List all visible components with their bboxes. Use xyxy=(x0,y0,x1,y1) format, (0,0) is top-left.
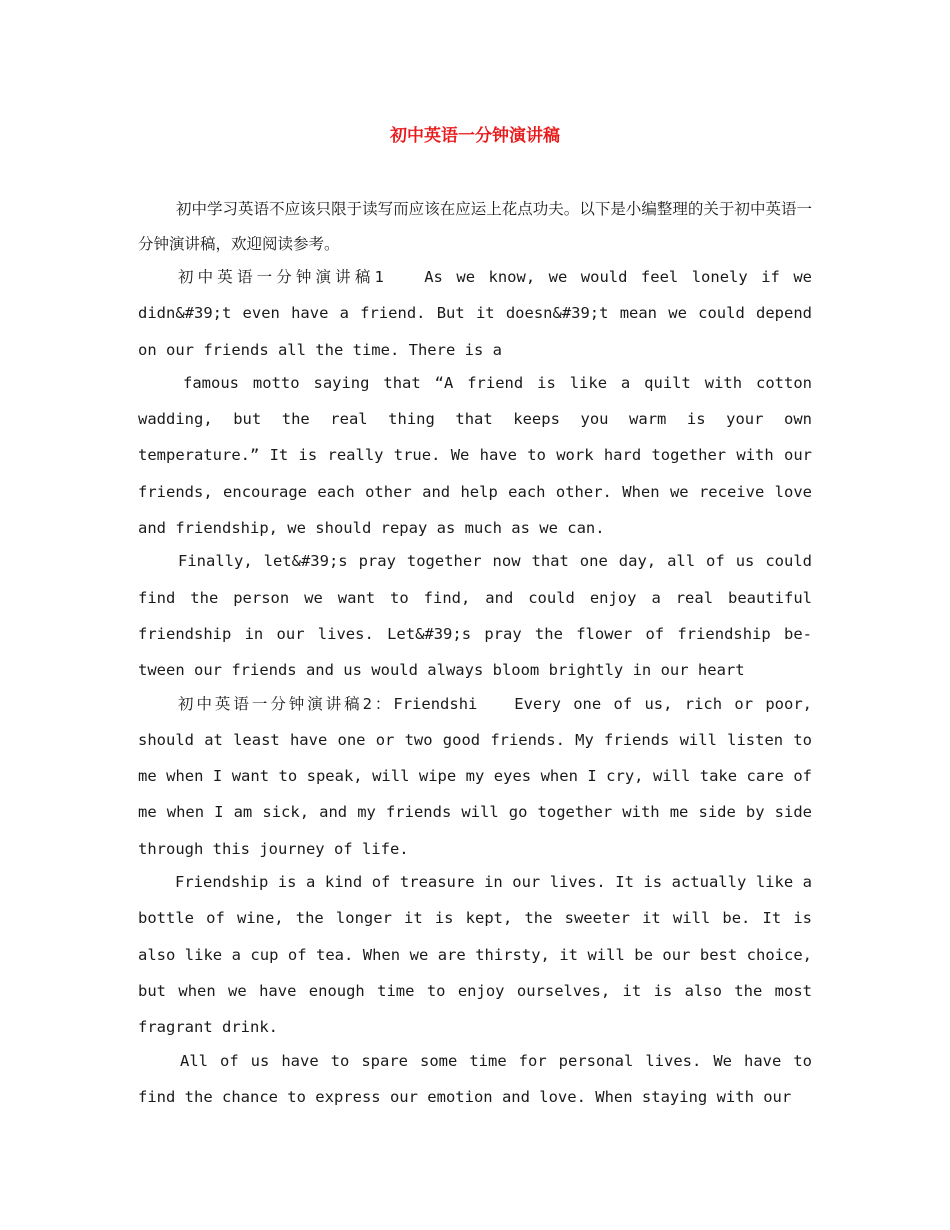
paragraph-speech-1-opening: 初中英语一分钟演讲稿1 As we know, we would feel lonely if we didn&#39;t even have a friend. But it doesn&#39;t mean we could depend on our friends all the time. There is a xyxy=(138,268,822,359)
document-title: 初中英语一分钟演讲稿 xyxy=(390,126,560,146)
paragraph-speech-2-treasure: Friendship is a kind of treasure in our lives. It is actually like a bottle of wine, the longer it is kept, the sweeter it will be. It is also like a cup of tea. When we are thirsty, it will be our best choice, but when we have enough time to enjoy ourselves, it is also the most fragrant drink. xyxy=(138,873,822,1037)
paragraph-speech-2-personal: All of us have to spare some time for personal lives. We have to find the chance to express our emotion and love. When staying with our xyxy=(138,1051,822,1106)
paragraph-speech-1-closing: Finally, let&#39;s pray together now that one day, all of us could find the person we want to find, and could enjoy a real beautiful friendship in our lives. Let&#39;s pray the flower of friendship be-tween our friends and us would always bloom brightly in our heart xyxy=(138,552,822,680)
paragraph-speech-2-opening: 初中英语一分钟演讲稿2：Friendshi Every one of us, rich or poor, should at least have one or two good friends. My friends will listen to me when I want to speak, will wipe my eyes when I cry, will take care of me when I am sick, and my friends will go together with me side by side through this journey of life. xyxy=(138,694,822,858)
document-body xyxy=(138,192,822,1115)
paragraph-intro: 初中学习英语不应该只限于读写而应该在应运上花点功夫。以下是小编整理的关于初中英语一分钟演讲稿，欢迎阅读参考。 xyxy=(138,200,812,253)
paragraph-speech-1-motto: famous motto saying that “A friend is like a quilt with cotton wadding, but the real thing that keeps you warm is your own temperature.” It is really true. We have to work hard together with our friends, encourage each other and help each other. When we receive love and friendship, we should repay as much as we can. xyxy=(138,373,822,538)
